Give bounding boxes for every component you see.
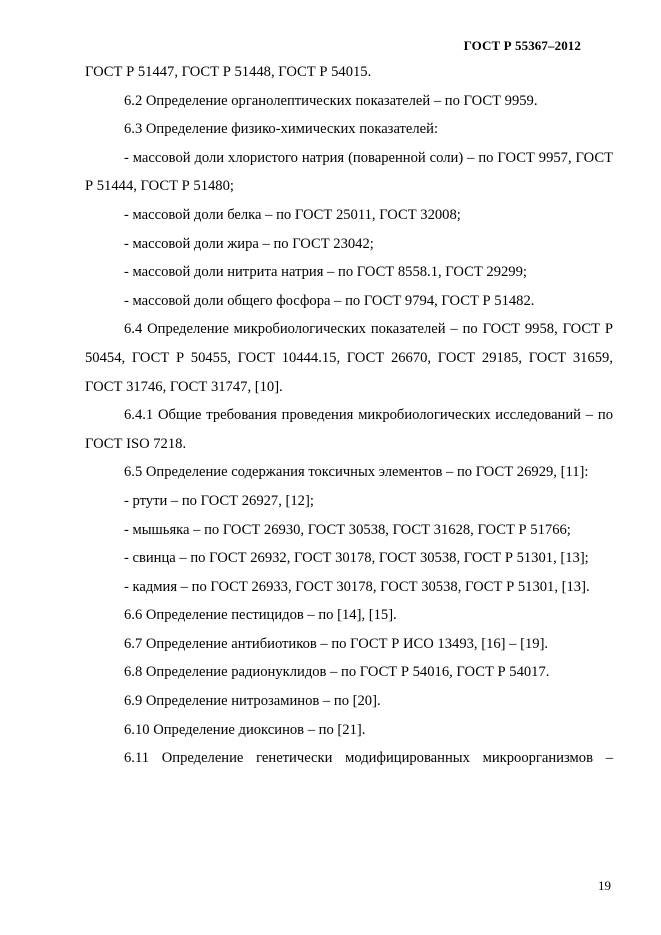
list-item-fat: - массовой доли жира – по ГОСТ 23042; [124,235,374,252]
list-item-phosphorus: - массовой доли общего фосфора – по ГОСТ 9794, ГОСТ Р 51482. [124,292,535,309]
paragraph-6-7: 6.7 Определение антибиотиков – по ГОСТ Р ИСО 13493, [16] – [19]. [124,635,549,652]
paragraph-6-9: 6.9 Определение нитрозаминов – по [20]. [124,693,381,710]
list-item-arsenic: - мышьяка – по ГОСТ 26930, ГОСТ 30538, ГОСТ 31628, ГОСТ Р 51766; [124,521,571,538]
list-item-cadmium: - кадмия – по ГОСТ 26933, ГОСТ 30178, ГОСТ 30538, ГОСТ Р 51301, [13]. [124,578,590,595]
list-item-mercury: - ртути – по ГОСТ 26927, [12]; [124,492,314,509]
paragraph-6-2: 6.2 Определение органолептических показателей – по ГОСТ 9959. [124,92,538,109]
document-header: ГОСТ Р 55367–2012 [463,38,581,53]
list-item-sodium-chloride: - массовой доли хлористого натрия (поваренной соли) – по ГОСТ 9957, ГОСТ Р 51444, ГОСТ Р 51480; [85,149,613,195]
paragraph-6-5: 6.5 Определение содержания токсичных элементов – по ГОСТ 26929, [11]: [124,464,589,481]
paragraph-6-4: 6.4 Определение микробиологических показателей – по ГОСТ 9958, ГОСТ Р 50454, ГОСТ Р 50455, ГОСТ 10444.15, ГОСТ 26670, ГОСТ 29185, ГОСТ 31659, ГОСТ 31746, ГОСТ 31747, [10]. [85,321,613,395]
paragraph-6-6: 6.6 Определение пестицидов – по [14], [15]. [124,607,397,624]
paragraph-6-8: 6.8 Определение радионуклидов – по ГОСТ Р 54016, ГОСТ Р 54017. [124,664,550,681]
paragraph-6-4-1: 6.4.1 Общие требования проведения микробиологических исследований – по ГОСТ ISO 7218. [85,407,613,452]
list-item-sodium-nitrite: - массовой доли нитрита натрия – по ГОСТ 8558.1, ГОСТ 29299; [124,264,527,281]
paragraph-6-3: 6.3 Определение физико-химических показателей: [124,121,439,138]
page-number: 19 [598,878,611,893]
paragraph-6-10: 6.10 Определение диоксинов – по [21]. [124,721,366,738]
list-item-lead: - свинца – по ГОСТ 26932, ГОСТ 30178, ГОСТ 30538, ГОСТ Р 51301, [13]; [124,550,589,567]
list-item-protein: - массовой доли белка – по ГОСТ 25011, ГОСТ 32008; [124,206,461,223]
paragraph-6-11: 6.11 Определение генетически модифицированных микроорганизмов – [124,750,613,767]
paragraph-continuation: ГОСТ Р 51447, ГОСТ Р 51448, ГОСТ Р 54015. [85,64,372,80]
document-body [85,58,613,773]
